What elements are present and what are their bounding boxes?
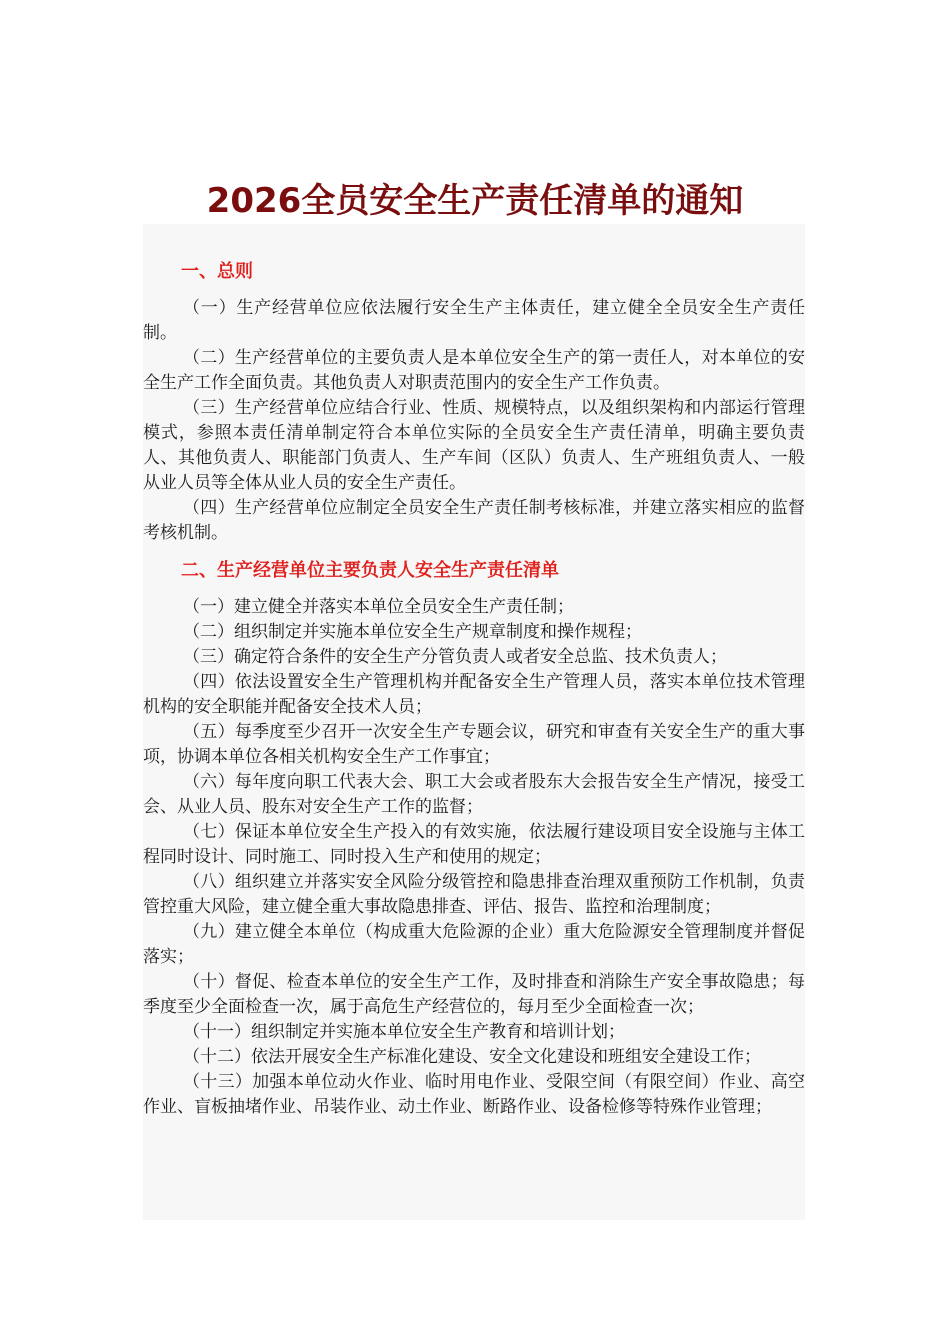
document-title: 2026全员安全生产责任清单的通知	[206, 181, 744, 221]
list-item: （一）建立健全并落实本单位全员安全生产责任制；	[183, 597, 574, 617]
list-item: （十三）加强本单位动火作业、临时用电作业、受限空间（有限空间）作业、高空作业、盲板抽堵作业、吊装作业、动土作业、断路作业、设备检修等特殊作业管理；	[143, 1072, 805, 1117]
section-heading-principal-responsibilities: 二、生产经营单位主要负责人安全生产责任清单	[181, 560, 559, 581]
paragraph: （一）生产经营单位应依法履行安全生产主体责任，建立健全全员安全生产责任制。	[143, 298, 805, 343]
paragraph: （四）生产经营单位应制定全员安全生产责任制考核标准，并建立落实相应的监督考核机制。	[143, 498, 805, 543]
list-item: （十一）组织制定并实施本单位安全生产教育和培训计划；	[183, 1022, 625, 1042]
paragraph: （三）生产经营单位应结合行业、性质、规模特点，以及组织架构和内部运行管理模式，参照本责任清单制定符合本单位实际的全员安全生产责任清单，明确主要负责人、其他负责人、职能部门负责人、生产车间（区队）负责人、生产班组负责人、一般从业人员等全体从业人员的安全生产责任。	[143, 398, 805, 493]
list-item: （五）每季度至少召开一次安全生产专题会议，研究和审查有关安全生产的重大事项，协调本单位各相关机构安全生产工作事宜；	[143, 722, 805, 767]
list-item: （十二）依法开展安全生产标准化建设、安全文化建设和班组安全建设工作；	[183, 1047, 761, 1067]
list-item: （六）每年度向职工代表大会、职工大会或者股东大会报告安全生产情况，接受工会、从业人员、股东对安全生产工作的监督；	[143, 772, 805, 817]
list-item: （二）组织制定并实施本单位安全生产规章制度和操作规程；	[183, 622, 642, 642]
list-item: （八）组织建立并落实安全风险分级管控和隐患排查治理双重预防工作机制，负责管控重大风险，建立健全重大事故隐患排查、评估、报告、监控和治理制度；	[143, 872, 805, 917]
list-item: （十）督促、检查本单位的安全生产工作，及时排查和消除生产安全事故隐患；每季度至少全面检查一次，属于高危生产经营位的，每月至少全面检查一次；	[143, 972, 805, 1017]
section-general	[143, 259, 805, 546]
paragraph: （二）生产经营单位的主要负责人是本单位安全生产的第一责任人，对本单位的安全生产工作全面负责。其他负责人对职责范围内的安全生产工作负责。	[143, 348, 805, 393]
list-item: （七）保证本单位安全生产投入的有效实施，依法履行建设项目安全设施与主体工程同时设计、同时施工、同时投入生产和使用的规定；	[143, 822, 805, 867]
list-item: （九）建立健全本单位（构成重大危险源的企业）重大危险源安全管理制度并督促落实；	[143, 922, 805, 967]
list-item: （四）依法设置安全生产管理机构并配备安全生产管理人员，落实本单位技术管理机构的安全职能并配备安全技术人员；	[143, 672, 805, 717]
list-item: （三）确定符合条件的安全生产分管负责人或者安全总监、技术负责人；	[183, 647, 727, 667]
document-body	[143, 224, 805, 1220]
section-principal-responsibilities	[143, 558, 805, 1120]
section-heading-general: 一、总则	[181, 261, 253, 282]
